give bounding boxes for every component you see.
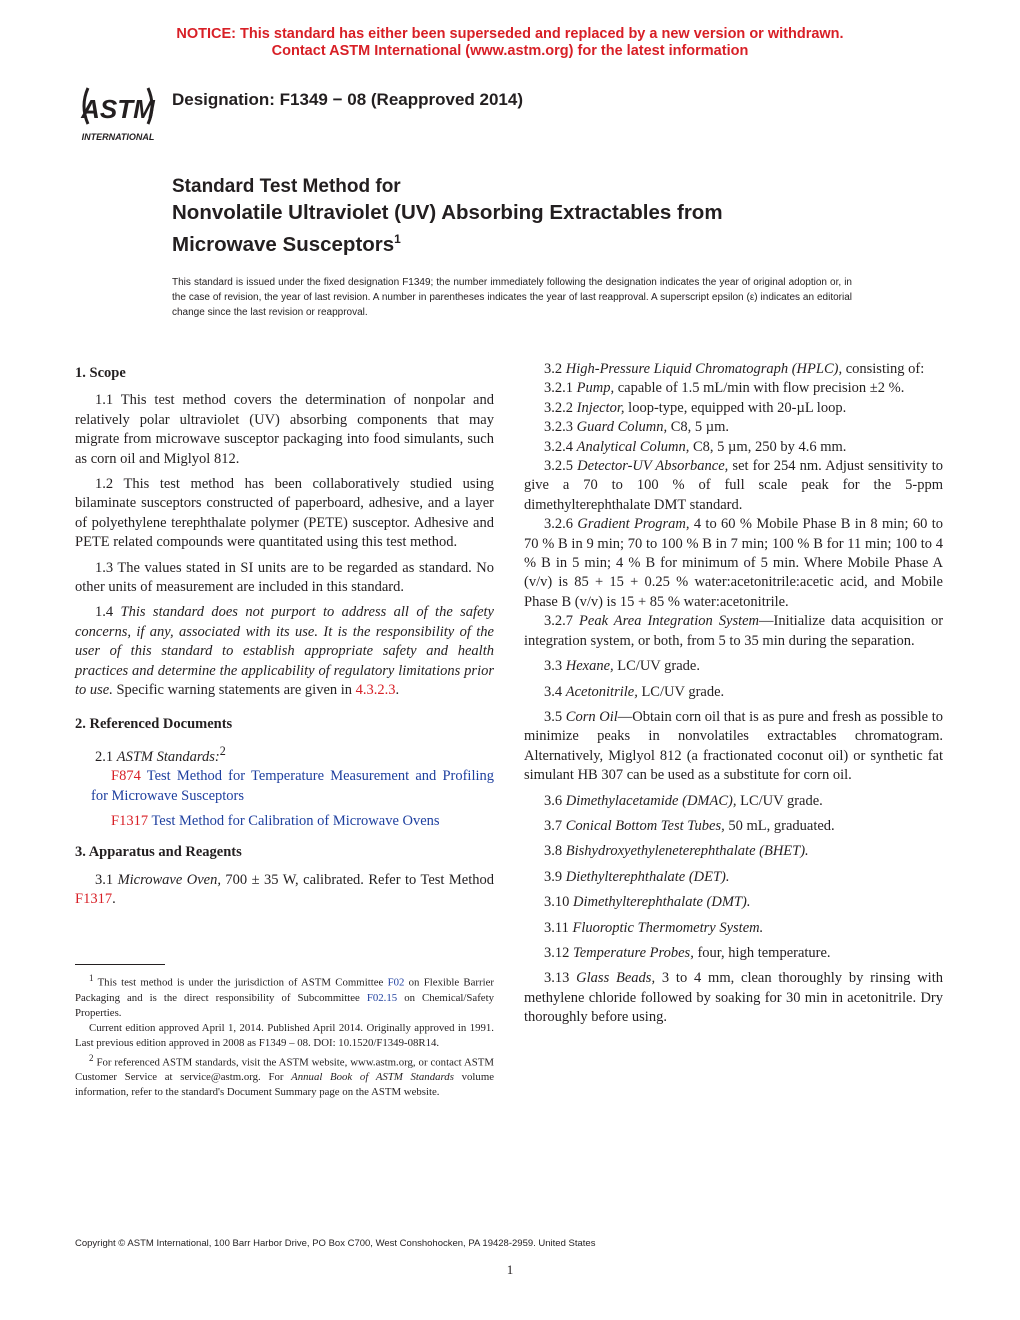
- section-3-2-2: [524, 399, 943, 418]
- p323-num: 3.2.3: [544, 419, 577, 436]
- p36-num: 3.6: [544, 792, 566, 809]
- subcommittee-f02-15-link[interactable]: F02.15: [366, 991, 398, 1004]
- p322-num: 3.2.2: [544, 399, 577, 416]
- p32-text: consisting of:: [842, 361, 925, 377]
- ref-f874-title[interactable]: Test Method for Temperature Measurement and Profiling for Microwave Susceptors: [91, 768, 494, 804]
- p321-text: capable of 1.5 mL/min with flow precision ±2 %.: [614, 380, 905, 397]
- p326-name: Gradient Program,: [577, 516, 690, 533]
- section-3-13: [524, 969, 943, 1027]
- section-3-2-5: [524, 457, 943, 515]
- footnote-1-edition: Current edition approved April 1, 2014. Published April 2014. Originally approved in 1991. Last previous edition approved in 2008 as F1349 – 08. DOI: 10.1520/F1349-08R14.: [75, 1021, 494, 1049]
- p32-name: High-Pressure Liquid Chromatograph (HPLC),: [565, 361, 843, 377]
- p34-name: Acetonitrile,: [565, 683, 638, 700]
- section-3-8: [524, 842, 943, 861]
- p31-name: Microwave Oven,: [117, 871, 221, 888]
- p323-text: C8, 5 µm.: [667, 419, 730, 436]
- section-3-10: [524, 893, 943, 912]
- p38-name: Bishydroxyethyleneterephthalate (BHET).: [565, 843, 809, 860]
- p34-num: 3.4: [544, 683, 566, 700]
- p310-name: Dimethylterephthalate (DMT).: [573, 894, 751, 911]
- p327-num: 3.2.7: [544, 613, 580, 630]
- p326-text: 4 to 60 % Mobile Phase B in 8 min; 60 to 70 % B in 9 min; 70 to 100 % B in 7 min; 100 % B for 11 min; 100 to 4 % B in 5 min; 4 % B for minimum of 5 min. Where Mobile Phase A (v/v) is 85 + 15 + 0.25 % water:acetonitrile:acetic acid, and Mobile Phase B (v/v) is 15 + 85 % water:acetonitrile.: [524, 516, 943, 610]
- p313-name: Glass Beads,: [576, 970, 656, 987]
- left-column: [75, 360, 494, 916]
- scope-1-3: 1.3 The values stated in SI units are to be regarded as standard. No other units of measurement are included in this standard.: [75, 559, 494, 596]
- document-title: [172, 174, 872, 258]
- fn1-a: This test method is under the jurisdiction of ASTM Committee: [93, 976, 388, 989]
- logo-subtext: INTERNATIONAL: [81, 132, 155, 142]
- p32-num: 3.2: [544, 361, 566, 377]
- ref-f874: [75, 767, 494, 806]
- p321-name: Pump,: [576, 380, 615, 397]
- footnotes: [75, 964, 494, 1100]
- copyright: Copyright © ASTM International, 100 Barr Harbor Drive, PO Box C700, West Conshohocken, PA 19428-2959. United States: [75, 1238, 596, 1249]
- scope-1-4-rest: Specific warning statements are given in: [112, 682, 356, 699]
- p37-num: 3.7: [544, 817, 566, 834]
- ref-f874-code[interactable]: F874: [111, 768, 141, 785]
- p327-text: —Initialize data acquisition or integration system, or both, from 5 to 35 min during the separation.: [524, 613, 944, 649]
- fn2-italic: Annual Book of ASTM Standards: [291, 1071, 454, 1084]
- section-3-6: [524, 792, 943, 811]
- withdrawal-notice: [0, 26, 1020, 60]
- p313-text: 3 to 4 mm, clean thoroughly by rinsing with methylene chloride followed by soaking for 30 min in acetonitrile. Dry thoroughly before using.: [524, 970, 943, 1026]
- p33-name: Hexane,: [565, 658, 614, 675]
- p38-num: 3.8: [544, 843, 566, 860]
- title-line-2: Nonvolatile Ultraviolet (UV) Absorbing Extractables from: [172, 201, 723, 224]
- section-4-3-2-3-link[interactable]: 4.3.2.3: [355, 682, 396, 699]
- section-3-2-3: [524, 418, 943, 437]
- title-line-3: Microwave Susceptors: [172, 233, 395, 256]
- section-3-2-1: [524, 379, 943, 398]
- ref-f1317: [75, 812, 494, 831]
- p33-text: LC/UV grade.: [613, 658, 700, 675]
- p35-name: Corn Oil: [565, 708, 618, 725]
- p311-name: Fluoroptic Thermometry System.: [572, 919, 764, 936]
- footnote-1: [75, 971, 494, 1021]
- section-3-2-7: [524, 612, 943, 651]
- page-number: 1: [506, 1262, 514, 1277]
- scope-1-4-italic: This standard does not purport to address all of the safety concerns, if any, associated with its use. It is the responsibility of the user of this standard to establish appropriate safety and health practices and determine the applicability of regulatory limitations prior to use.: [75, 604, 494, 699]
- p39-name: Diethylterephthalate (DET).: [565, 868, 730, 885]
- section-3-12: [524, 944, 943, 963]
- fn1-c: on Chemical/Safety Properties.: [75, 991, 494, 1019]
- p31-num: 3.1: [95, 871, 118, 888]
- section-3-3: [524, 657, 943, 676]
- scope-1-1: 1.1 This test method covers the determination of nonpolar and relatively polar ultraviolet (UV) absorbing components that may migrate from microwave susceptor packaging into food simulants, such as corn oil and Miglyol 812.: [75, 392, 494, 467]
- p321-num: 3.2.1: [544, 380, 577, 397]
- fn1-b: on Flexible Barrier Packaging and is the direct responsibility of Subcommittee: [75, 976, 494, 1004]
- scope-1-4-num: 1.4: [95, 604, 121, 621]
- section-3-11: [524, 919, 943, 938]
- p325-name: Detector-UV Absorbance,: [577, 458, 729, 475]
- p325-text: set for 254 nm. Adjust sensitivity to give a 70 to 100 % of full scale peak for the 5-ppm dimethylterephthalate DMT standard.: [524, 458, 944, 513]
- footnote-rule: [75, 964, 165, 965]
- refdocs-sub-sup: 2: [219, 743, 226, 758]
- title-footnote-mark: 1: [394, 232, 401, 246]
- p312-num: 3.12: [544, 944, 573, 961]
- p35-text: —Obtain corn oil that is as pure and fresh as possible to minimize peaks in nonvolatiles extractables chromatogram. Alternatively, Miglyol 812 (a fractionated coconut oil) or synthetic fat simulant HB 307 can be used as a substitute for corn oil.: [524, 708, 944, 784]
- p34-text: LC/UV grade.: [637, 683, 725, 700]
- scope-1-2: 1.2 This test method has been collaboratively studied using bilaminate susceptors constructed of paperboard, adhesive, and a layer of polyethylene terephthalate polymer (PETE) susceptor. Adhesive and PETE related compounds were quantitated using this test method.: [75, 476, 494, 551]
- right-column: [524, 360, 943, 1034]
- refdocs-heading: 2. Referenced Documents: [75, 715, 233, 732]
- fn2-mark: 2: [89, 1052, 94, 1063]
- p39-num: 3.9: [544, 868, 566, 885]
- p31-end: .: [112, 891, 116, 908]
- p33-num: 3.3: [544, 658, 566, 675]
- section-3-2-4: [524, 438, 943, 457]
- intro-paragraph: This standard is issued under the fixed designation F1349; the number immediately following the designation indicates the year of original adoption or, in the case of revision, the year of last revision. A number in parentheses indicates the year of last reapproval. A superscript epsilon (ε) indicates an editorial change since the last revision or reapproval.: [172, 277, 852, 318]
- p37-text: 50 mL, graduated.: [724, 817, 835, 834]
- p325-num: 3.2.5: [544, 458, 578, 475]
- p313-num: 3.13: [544, 970, 577, 987]
- ref-f1317-code[interactable]: F1317: [111, 812, 149, 829]
- p327-name: Peak Area Integration System: [579, 613, 760, 630]
- footnote-2: [75, 1051, 494, 1101]
- section-3-4: [524, 683, 943, 702]
- logo-text: ASTM: [81, 94, 155, 124]
- p36-text: LC/UV grade.: [736, 792, 823, 809]
- apparatus-heading: 3. Apparatus and Reagents: [75, 844, 242, 861]
- ref-f1317-title[interactable]: Test Method for Calibration of Microwave Ovens: [148, 812, 440, 829]
- refdocs-sub-num: 2.1: [95, 748, 117, 765]
- scope-1-4-end: .: [395, 682, 400, 699]
- p310-num: 3.10: [544, 894, 573, 911]
- p312-name: Temperature Probes,: [573, 944, 694, 961]
- fn1-mark: 1: [89, 973, 94, 983]
- section-3-5: [524, 708, 943, 786]
- scope-1-4: [75, 603, 494, 700]
- p35-num: 3.5: [544, 708, 566, 725]
- astm-standards-label: [75, 742, 494, 767]
- p326-num: 3.2.6: [544, 516, 578, 533]
- committee-f02-link[interactable]: F02: [387, 976, 405, 989]
- p322-name: Injector,: [576, 399, 625, 416]
- apparatus-3-1: [75, 871, 494, 910]
- section-3-9: [524, 868, 943, 887]
- p324-name: Analytical Column,: [576, 438, 690, 455]
- refdocs-sub-label: ASTM Standards:: [116, 748, 220, 765]
- title-line-1: Standard Test Method for: [172, 176, 401, 197]
- notice-line-1: NOTICE: This standard has either been superseded and replaced by a new version or withdrawn.: [176, 26, 844, 42]
- section-3-2: [524, 360, 943, 379]
- p312-text: four, high temperature.: [693, 944, 831, 961]
- fn2-a: For referenced ASTM standards, visit the ASTM website, www.astm.org, or contact ASTM Customer Service at service@astm.org. For: [75, 1056, 494, 1084]
- p324-num: 3.2.4: [544, 438, 577, 455]
- p37-name: Conical Bottom Test Tubes,: [565, 817, 725, 834]
- p31-text: 700 ± 35 W, calibrated. Refer to Test Method: [220, 871, 495, 888]
- notice-line-2: Contact ASTM International (www.astm.org) for the latest information: [271, 43, 749, 59]
- p322-text: loop-type, equipped with 20-µL loop.: [624, 399, 847, 416]
- p311-num: 3.11: [544, 919, 573, 936]
- fn2-b: volume information, refer to the standard's Document Summary page on the ASTM website.: [75, 1071, 495, 1099]
- section-3-7: [524, 817, 943, 836]
- p323-name: Guard Column,: [576, 419, 668, 436]
- section-3-2-6: [524, 515, 943, 612]
- scope-heading: 1. Scope: [75, 365, 126, 381]
- f1317-link[interactable]: F1317: [75, 891, 113, 908]
- p324-text: C8, 5 µm, 250 by 4.6 mm.: [689, 438, 847, 455]
- astm-logo: [74, 78, 162, 144]
- p36-name: Dimethylacetamide (DMAC),: [565, 792, 737, 809]
- designation: Designation: F1349 − 08 (Reapproved 2014): [172, 90, 523, 109]
